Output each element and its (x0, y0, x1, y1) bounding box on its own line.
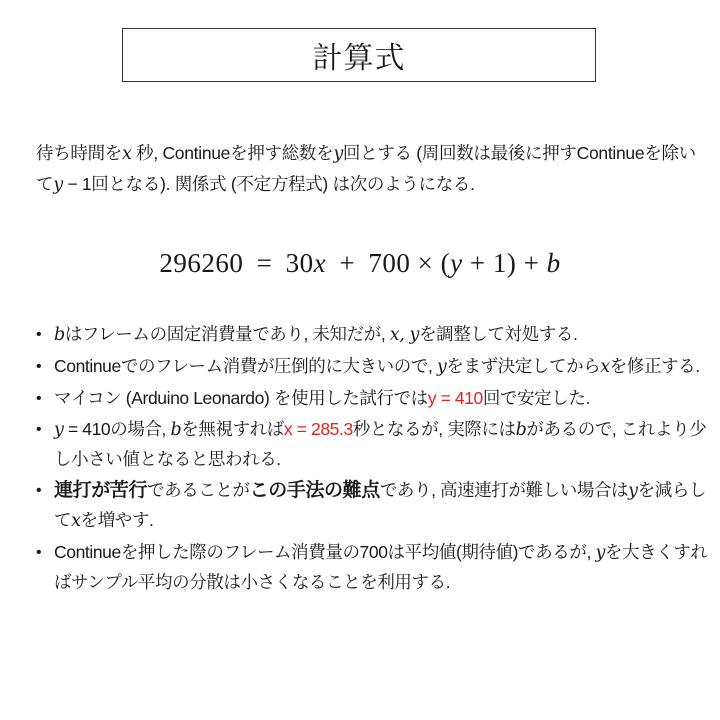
intro-text-2: 秒, Continueを押す総数を (131, 143, 334, 163)
bullet-2-text-3: を修正する. (609, 356, 700, 376)
eq-plus-2: + (469, 248, 486, 278)
eq-coef-30: 30 (285, 248, 314, 278)
bullet-item-1 (36, 320, 708, 350)
bullet-1-text-2: を調整して対処する. (419, 324, 578, 344)
bullet-5-text-4: を増やす. (80, 510, 154, 530)
bullet-5-text-2: であり, 高速連打が難しい場合は (379, 480, 629, 500)
bullet-6-var-y: y (595, 543, 605, 563)
intro-var-y2: y (53, 175, 63, 195)
intro-text-3: 回とする (周回数は最後に押すContinueを除いて (36, 143, 696, 194)
slide-title: 計算式 (312, 42, 406, 75)
bullet-6-text-1: Continueを押した際のフレーム消費量の700は平均値(期待値)であるが, (54, 542, 596, 562)
eq-times: × (417, 248, 434, 278)
intro-paragraph (36, 138, 696, 200)
bullet-1-text-1: はフレームの固定消費量であり, 未知だが, (64, 324, 390, 344)
bullet-5-text-3: を減らして (54, 480, 707, 530)
bullet-item-3 (36, 384, 708, 413)
eq-paren-open: ( (440, 248, 451, 278)
eq-coef-700: 700 (368, 248, 411, 278)
intro-text-1: 待ち時間を (36, 143, 122, 163)
bullet-list (36, 320, 708, 599)
bullet-2-text-1: Continueでのフレーム消費が圧倒的に大きいので, (54, 356, 437, 376)
intro-var-x: x (122, 144, 132, 164)
eq-one: 1 (492, 248, 507, 278)
bullet-4-var-b2: b (515, 420, 527, 440)
bullet-item-5 (36, 476, 708, 536)
bullet-item-4 (36, 415, 708, 474)
intro-text-4: − 1回となる). 関係式 (不定方程式) は次のようになる. (62, 174, 475, 194)
eq-var-y: y (450, 248, 463, 278)
bullet-3-text-1: マイコン (Arduino Leonardo) を使用した試行では (54, 388, 428, 408)
bullet-4-text-2: 秒となるが, 実際には (352, 419, 516, 439)
eq-plus-1: + (339, 248, 356, 278)
bullet-4-text-0: = 410の場合, (63, 419, 171, 439)
bullet-5-text-1: であることが (147, 480, 250, 500)
eq-var-b: b (546, 248, 561, 278)
bullet-2-var-y: y (436, 357, 447, 377)
bullet-item-2 (36, 352, 708, 382)
bullet-4-var-b: b (170, 420, 182, 440)
bullet-4-var-y: y (54, 420, 64, 440)
bullet-2-var-x: x (600, 357, 610, 377)
eq-plus-3: + (523, 248, 540, 278)
bullet-5-bold-2: この手法の難点 (249, 480, 380, 501)
bullet-3-highlight: y = 410 (427, 388, 483, 408)
bullet-3-text-2: 回で安定した. (482, 388, 590, 408)
intro-var-y: y (333, 144, 343, 164)
eq-paren-close: ) (506, 248, 517, 278)
slide-title-box (122, 28, 596, 82)
equation (0, 248, 720, 279)
bullet-4-text-3: があるので, これより少し小さい値となると思われる. (54, 419, 707, 469)
bullet-4-highlight: x = 285.3 (283, 419, 353, 439)
bullet-5-var-y: y (628, 481, 638, 501)
bullet-6-text-2: を大きくすればサンプル平均の分散は小さくなることを利用する. (54, 542, 708, 592)
eq-var-x: x (313, 248, 327, 278)
eq-lhs: 296260 (159, 248, 244, 278)
bullet-item-6 (36, 538, 708, 597)
bullet-5-bold-1: 連打が苦行 (54, 480, 148, 501)
eq-equals: = (256, 248, 273, 278)
bullet-4-text-1: を無視すれば (181, 419, 284, 439)
bullet-1-var-b: b (54, 325, 65, 345)
bullet-2-text-2: をまず決定してから (446, 356, 601, 376)
bullet-5-var-x: x (71, 511, 81, 531)
bullet-1-var-xy: x, y (389, 325, 420, 345)
